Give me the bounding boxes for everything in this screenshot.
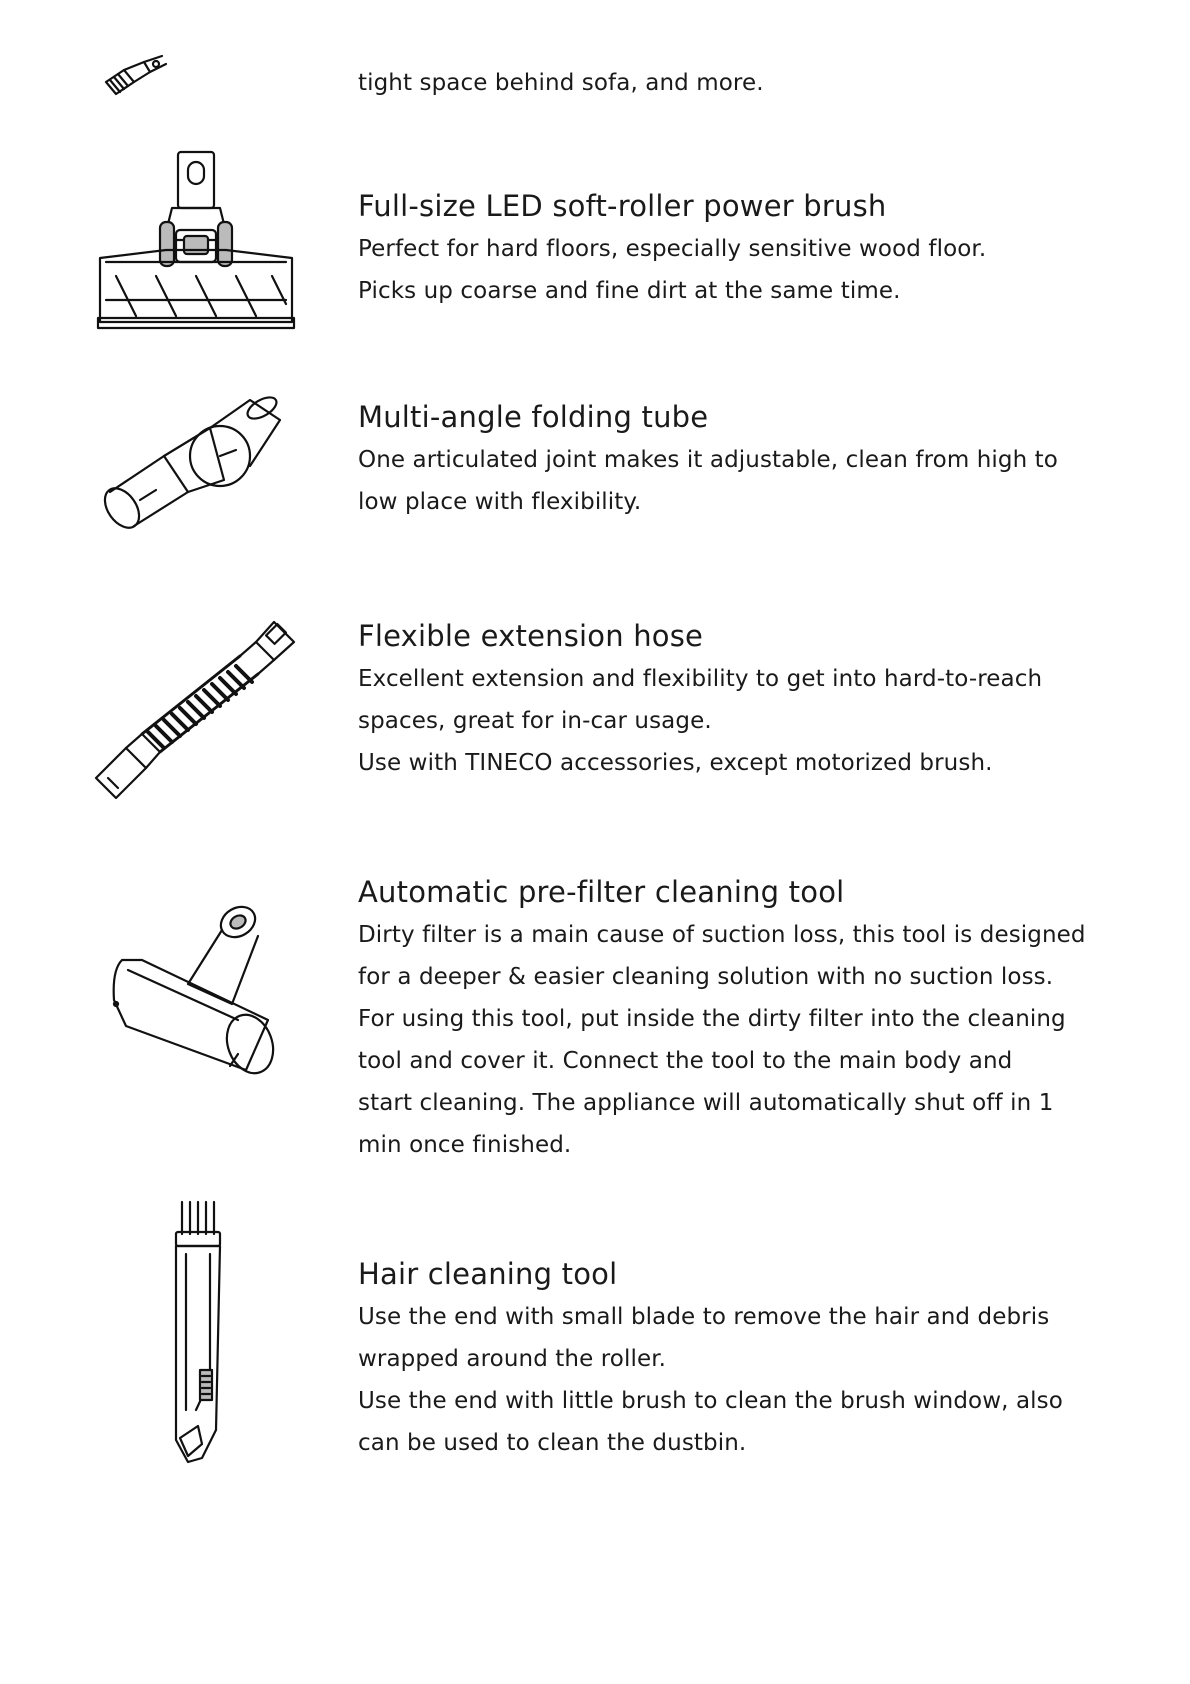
section-title: Full-size LED soft-roller power brush [358,189,887,223]
section-line: start cleaning. The appliance will automatically shut off in 1 [358,1090,1054,1116]
pre-filter-cleaning-tool-icon [108,900,278,1080]
section-line: for a deeper & easier cleaning solution with no suction loss. [358,964,1054,990]
hair-cleaning-tool-icon [168,1200,238,1464]
section-line: Use with TINECO accessories, except motorized brush. [358,750,993,776]
section-extension-hose [358,618,1098,784]
section-folding-tube [358,399,1098,523]
section-line: Dirty filter is a main cause of suction loss, this tool is designed [358,922,1086,948]
section-line: One articulated joint makes it adjustable, clean from high to [358,447,1058,473]
section-line: Excellent extension and flexibility to get into hard-to-reach [358,666,1043,692]
section-line: min once finished. [358,1132,572,1158]
section-line: tool and cover it. Connect the tool to the main body and [358,1048,1013,1074]
extension-hose-icon [90,606,300,802]
section-title: Automatic pre-filter cleaning tool [358,875,845,909]
section-hair-cleaning-tool [358,1256,1098,1464]
section-line: wrapped around the roller. [358,1346,667,1372]
power-brush-icon [96,150,296,336]
section-title: Flexible extension hose [358,619,704,653]
section-line: Picks up coarse and fine dirt at the same time. [358,278,901,304]
folding-tube-icon [100,392,290,542]
section-line: For using this tool, put inside the dirty filter into the cleaning [358,1006,1066,1032]
section-pre-filter-tool [358,874,1098,1166]
section-line: low place with flexibility. [358,489,642,515]
section-power-brush [358,188,1098,312]
section-line: Use the end with little brush to clean the brush window, also [358,1388,1063,1414]
section-line: can be used to clean the dustbin. [358,1430,747,1456]
section-line: spaces, great for in-car usage. [358,708,712,734]
section-title: Hair cleaning tool [358,1257,618,1291]
section-line: Use the end with small blade to remove the hair and debris [358,1304,1050,1330]
intro-line: tight space behind sofa, and more. [358,70,764,96]
section-line: Perfect for hard floors, especially sensitive wood floor. [358,236,987,262]
intro-text [358,62,1098,104]
section-title: Multi-angle folding tube [358,400,709,434]
crevice-tool-icon [100,52,170,100]
